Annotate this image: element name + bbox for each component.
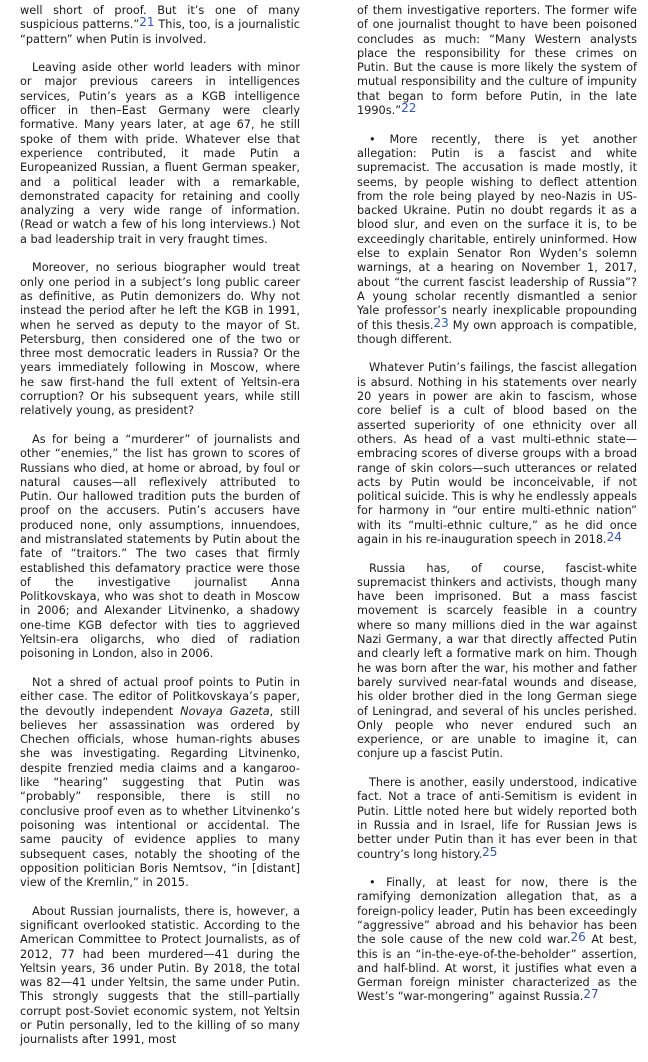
footnote-ref-27: 27 — [583, 987, 599, 1002]
paragraph-p0 — [20, 4, 300, 47]
text-run: There is another, easily understood, indicative fact. Not a trace of anti-Semitism is evident in Putin. Little noted here but widely reported both in Russia and in Israel, life for Russian Jews is better under Putin than it has ever been in that country’s long history. — [357, 776, 637, 861]
paragraph-p3 — [20, 433, 300, 662]
text-run: • More recently, there is yet another allegation: Putin is a fascist and white supremacist. The accusation is made mostly, it seems, by people wishing to deflect attention from the role being played by neo-Nazis in US-backed Ukraine. Putin no doubt regards it as a blood slur, and even on the surface it is, to be exceedingly charitable, entirely uninformed. How else to explain Senator Ron Wyden’s solemn warnings, at a hearing on November 1, 2017, about “the current fascist leadership of Russia”? A young scholar recently dismantled a senior Yale professor’s nearly inexplicable propounding of this thesis. — [357, 132, 637, 332]
text-run: • Finally, at least for now, there is the ramifying demonization allegation that, as a foreign-policy leader, Putin has been exceedingly “aggressive” abroad and his behavior has been the sole cause of the new cold war. — [357, 876, 637, 947]
paragraph-p5 — [20, 905, 300, 1048]
footnote-ref-21: 21 — [139, 15, 155, 30]
text-run: At best, this is an “in-the-eye-of-the-beholder” assertion, and half-blind. At worst, it justifies what even a German foreign minister characterized as the West’s “war-mongering” against Russia. — [357, 933, 637, 1004]
text-run: This, too, is a journalistic “pattern” when Putin is involved. — [20, 18, 300, 46]
paragraph-p10 — [357, 776, 637, 862]
paragraph-p6 — [357, 4, 637, 118]
footnote-ref-23: 23 — [433, 315, 449, 330]
text-run: Not a shred of actual proof points to Putin in either case. The editor of Politkovskaya’s paper, the devoutly independent — [20, 675, 300, 718]
paragraph-p8 — [357, 361, 637, 547]
text-run: Moreover, no serious biographer would treat only one period in a subject’s long public career as definitive, as Putin demonizers do. Why not instead the period after he left the KGB in 1991, when he served as deputy to the mayor of St. Petersburg, then considered one of the two or three most democratic leaders in Russia? Or the years immediately following in Moscow, where he saw first-hand the full extent of Yeltsin-era corruption? Or his subsequent years, while still relatively young, as president? — [20, 261, 300, 418]
footnote-ref-22: 22 — [401, 101, 417, 116]
footnote-ref-26: 26 — [570, 930, 586, 945]
italic-title: Novaya Gazeta — [180, 704, 270, 718]
paragraph-p11 — [357, 876, 637, 1005]
paragraph-p2 — [20, 261, 300, 418]
footnote-ref-25: 25 — [482, 844, 498, 859]
paragraph-p4 — [20, 676, 300, 890]
text-run: well short of proof. But it’s one of many suspicious patterns.” — [20, 4, 300, 32]
right-column — [357, 4, 637, 1019]
text-run: Whatever Putin’s failings, the fascist allegation is absurd. Nothing in his statements over nearly 20 years in power are akin to fascism, whose core belief is a cult of blood based on the asserted superiority of one ethnicity over all others. As head of a vast multi-ethnic state—embracing scores of diverse groups with a broad range of skin colors—such utterances or related acts by Putin would be inconceivable, if not political suicide. This is why he endlessly appeals for harmony in “our entire multi-ethnic nation” with its “multi-ethnic culture,” as he did once again in his re-inauguration speech in 2018. — [357, 361, 637, 546]
paragraph-p7 — [357, 133, 637, 347]
text-run: As for being a “murderer” of journalists and other “enemies,” the list has grown to scores of Russians who died, at home or abroad, by foul or natural causes—all reflexively attributed to Putin. Our hallowed tradition puts the burden of proof on the accusers. Putin’s accusers have produced none, only assumptions, innuendoes, and mistranslated statements by Putin about the fate of “traitors.” The two cases that firmly established this defamatory practice were those of the investigative journalist Anna Politkovskaya, who was shot to death in Moscow in 2006; and Alexander Litvinenko, a shadowy one-time KGB defector with ties to aggrieved Yeltsin-era oligarchs, who died of radiation poisoning in London, also in 2006. — [20, 432, 300, 661]
text-run: About Russian journalists, there is, however, a significant overlooked statistic. According to the American Committee to Protect Journalists, as of 2012, 77 had been murdered—41 during the Yeltsin years, 36 under Putin. By 2018, the total was 82—41 under Yeltsin, the same under Putin. This strongly suggests that the still–partially corrupt post-Soviet economic system, not Yeltsin or Putin personally, led to the killing of so many journalists after 1991, most — [20, 904, 300, 1047]
paragraph-p1 — [20, 61, 300, 247]
text-run: My own approach is compatible, though different. — [357, 318, 637, 346]
footnote-ref-24: 24 — [606, 529, 622, 544]
text-run: of them investigative reporters. The former wife of one journalist thought to have been poisoned concludes as much: “Many Western analysts place the responsibility for these crimes on Putin. But the cause is more likely the system of mutual responsibility and the culture of impunity that began to form before Putin, in the late 1990s.” — [357, 4, 637, 118]
left-column — [20, 4, 300, 1062]
paragraph-p9 — [357, 562, 637, 762]
text-run: , still believes her assassination was ordered by Chechen officials, whose human-rights abuses she was investigating. Regarding Litvinenko, despite frenzied media claims and a kangaroo-like “hearing” suggesting that Putin was “probably” responsible, there is still no conclusive proof even as to whether Litvinenko’s poisoning was intentional or accidental. The same paucity of evidence applies to many subsequent cases, notably the shooting of the opposition politician Boris Nemtsov, “in [distant] view of the Kremlin,” in 2015. — [20, 704, 300, 890]
text-run: Leaving aside other world leaders with minor or major previous careers in intelligences services, Putin’s years as a KGB intelligence officer in then–East Germany were clearly formative. Many years later, at age 67, he still spoke of them with pride. Whatever else that experience contributed, it made Putin a Europeanized Russian, a fluent German speaker, and a political leader with a remarkable, demonstrated capacity for retaining and coolly analyzing a very wide range of information. (Read or watch a few of his long interviews.) Not a bad leadership trait in very fraught times. — [20, 61, 300, 246]
text-run: Russia has, of course, fascist-white supremacist thinkers and activists, though many have been imprisoned. But a mass fascist movement is scarcely feasible in a country where so many millions died in the war against Nazi Germany, a war that directly affected Putin and clearly left a formative mark on him. Though he was born after the war, his mother and father barely survived near-fatal wounds and disease, his older brother died in the long German siege of Leningrad, and several of his uncles perished. Only people who never endured such an experience, or are unable to imagine it, can conjure up a fascist Putin. — [357, 561, 637, 761]
